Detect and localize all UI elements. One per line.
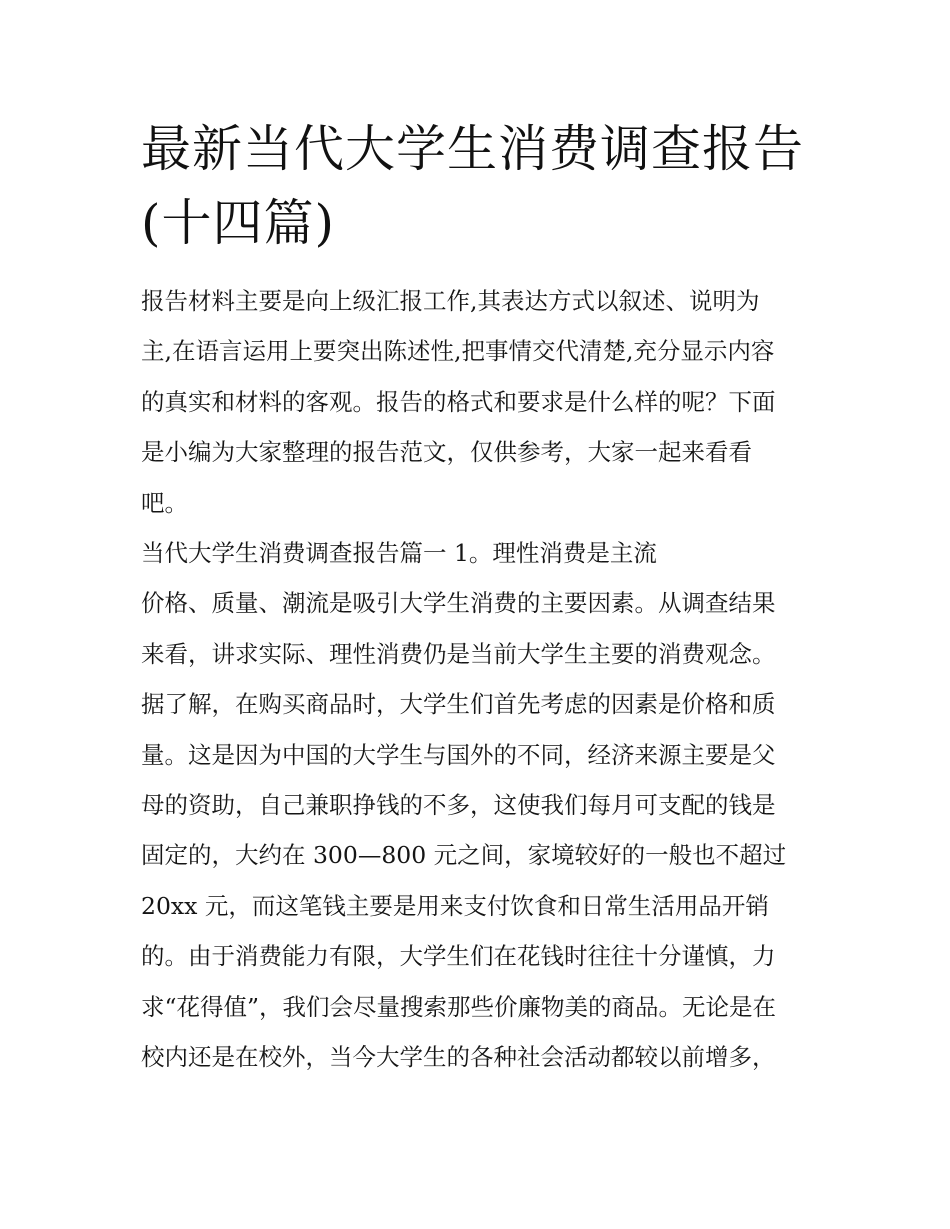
paragraph-line: 的。由于消费能力有限，大学生们在花钱时往往十分谨慎，力	[141, 942, 776, 971]
document-title	[141, 112, 821, 260]
paragraph-line: 来看，讲求实际、理性消费仍是当前大学生主要的消费观念。	[141, 639, 776, 668]
paragraph-line: 量。这是因为中国的大学生与国外的不同，经济来源主要是父	[141, 740, 776, 769]
paragraph-line: 求“花得值”，我们会尽量搜索那些价廉物美的商品。无论是在	[141, 992, 777, 1021]
paragraph-line: 价格、质量、潮流是吸引大学生消费的主要因素。从调查结果	[141, 589, 776, 618]
section-one	[141, 528, 811, 1082]
paragraph-line: 吧。	[141, 488, 188, 517]
paragraph-line: 报告材料主要是向上级汇报工作,其表达方式以叙述、说明为	[141, 287, 760, 315]
intro-paragraph	[141, 276, 811, 528]
title-line: (十四篇)	[141, 194, 336, 252]
paragraph-line: 固定的，大约在 300—800 元之间，家境较好的一般也不超过	[141, 841, 787, 870]
paragraph-line: 校内还是在校外，当今大学生的各种社会活动都较以前增多，	[141, 1042, 776, 1071]
paragraph-line: 的真实和材料的客观。报告的格式和要求是什么样的呢？下面	[141, 387, 776, 416]
section-heading: 当代大学生消费调查报告篇一 1。理性消费是主流	[141, 539, 657, 567]
paragraph-line: 据了解，在购买商品时，大学生们首先考虑的因素是价格和质	[141, 690, 776, 719]
paragraph-line: 母的资助，自己兼职挣钱的不多，这使我们每月可支配的钱是	[141, 790, 776, 819]
paragraph-line: 20xx 元，而这笔钱主要是用来支付饮食和日常生活用品开销	[141, 891, 769, 920]
paragraph-line: 主,在语言运用上要突出陈述性,把事情交代清楚,充分显示内容	[141, 337, 775, 366]
paragraph-line: 是小编为大家整理的报告范文，仅供参考，大家一起来看看	[141, 438, 752, 467]
title-line: 最新当代大学生消费调查报告	[141, 120, 804, 178]
